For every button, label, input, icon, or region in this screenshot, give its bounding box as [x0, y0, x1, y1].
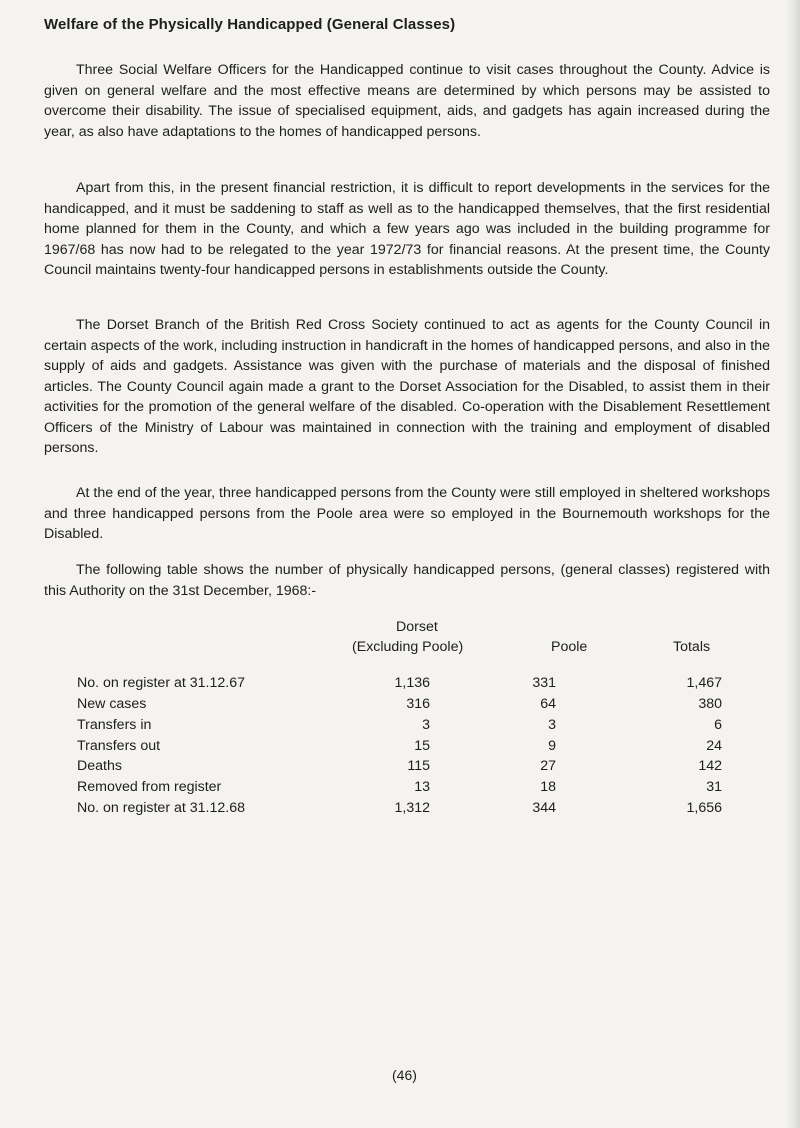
row-label: Deaths: [77, 758, 122, 774]
cell-totals: 6: [714, 717, 722, 733]
cell-dorset: 15: [414, 738, 430, 754]
paragraph-red-cross: The Dorset Branch of the British Red Cross Society continued to act as agents for the County Council in certain aspects of the work, including instruction in handicraft in the homes of handicapped persons, and also in the supply of aids and gadgets. Assistance was given with the purchase of materials and the disposal of finished articles. The County Council again made a grant to the Dorset Association for the Disabled, to assist them in their activities for the promotion of the general welfare of the disabled. Co-operation with the Disablement Resettlement Officers of the Ministry of Labour was maintained in connection with the training and employment of disabled persons.: [44, 317, 770, 456]
cell-poole: 64: [540, 696, 556, 712]
row-label: Transfers out: [77, 738, 161, 754]
row-label: No. on register at 31.12.68: [77, 800, 245, 816]
cell-totals: 380: [698, 696, 722, 712]
cell-totals: 1,467: [686, 675, 722, 691]
cell-dorset: 13: [414, 779, 430, 795]
header-excluding-poole: (Excluding Poole): [352, 639, 464, 655]
page-number: (46): [392, 1067, 417, 1083]
cell-totals: 142: [698, 758, 722, 774]
row-label: Removed from register: [77, 779, 222, 795]
cell-totals: 1,656: [686, 800, 722, 816]
paragraph-sheltered-workshops: At the end of the year, three handicapped persons from the County were still employed in sheltered workshops and three handicapped persons from the Poole area were so employed in the Bournemouth workshops for the Disabled.: [44, 485, 770, 542]
cell-dorset: 1,136: [394, 675, 430, 691]
cell-poole: 27: [540, 758, 556, 774]
cell-poole: 344: [532, 800, 556, 816]
paragraph-table-intro: The following table shows the number of physically handicapped persons, (general classes) registered with this Authority on the 31st December, 1968:-: [44, 562, 770, 599]
cell-poole: 18: [540, 779, 556, 795]
paragraph-welfare-officers: Three Social Welfare Officers for the Handicapped continue to visit cases throughout the County. Advice is given on general welfare and the most effective means are determined by which persons may be assisted to overcome their disability. The issue of specialised equipment, aids, and gadgets has again increased during the year, as also have adaptations to the homes of handicapped persons.: [44, 62, 770, 140]
header-totals: Totals: [673, 639, 711, 655]
cell-totals: 31: [706, 779, 722, 795]
header-dorset: Dorset: [396, 619, 438, 635]
cell-poole: 3: [548, 717, 556, 733]
row-label: No. on register at 31.12.67: [77, 675, 245, 691]
header-poole: Poole: [551, 639, 588, 655]
section-heading: Welfare of the Physically Handicapped (General Classes): [44, 16, 456, 33]
cell-dorset: 316: [406, 696, 430, 712]
cell-totals: 24: [706, 738, 722, 754]
cell-dorset: 1,312: [394, 800, 430, 816]
cell-poole: 331: [532, 675, 556, 691]
cell-dorset: 115: [407, 758, 430, 774]
paragraph-financial-restriction: Apart from this, in the present financial restriction, it is difficult to report developments in the services for the handicapped, and it must be saddening to staff as well as to the handicapped themselves, that the first residential home planned for them in the County, and which a few years ago was included in the building programme for 1967/68 has now had to be relegated to the year 1972/73 for financial reasons. At the present time, the County Council maintains twenty-four handicapped persons in establishments outside the County.: [44, 180, 770, 278]
row-label: Transfers in: [77, 717, 152, 733]
cell-poole: 9: [548, 738, 556, 754]
cell-dorset: 3: [422, 717, 430, 733]
row-label: New cases: [77, 696, 147, 712]
